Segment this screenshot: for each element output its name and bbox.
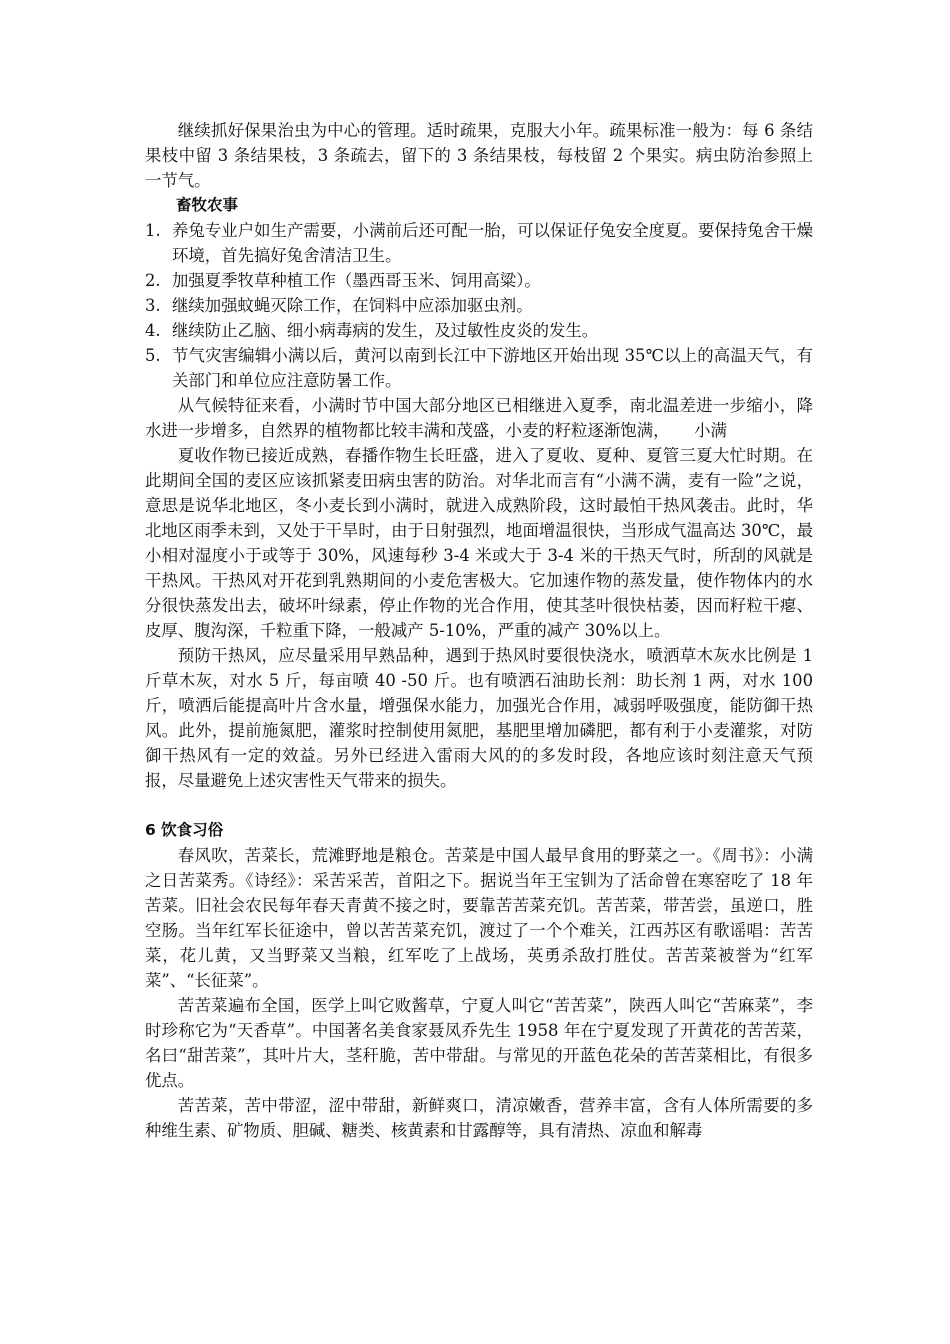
- livestock-list: [145, 218, 813, 393]
- list-number: 5.: [145, 346, 161, 365]
- list-text: 节气灾害编辑小满以后，黄河以南到长江中下游地区开始出现 35℃以上的高温天气，有关部门和单位应注意防暑工作。: [172, 346, 813, 390]
- list-text: 养兔专业户如生产需要，小满前后还可配一胎，可以保证仔兔安全度夏。要保持兔舍干燥环境，首先搞好兔舍清洁卫生。: [172, 221, 813, 265]
- list-text: 继续加强蚊蝇灭除工作，在饲料中应添加驱虫剂。: [172, 296, 533, 315]
- list-item: [145, 318, 813, 343]
- diet-paragraph: 春风吹，苦菜长，荒滩野地是粮仓。苦菜是中国人最早食用的野菜之一。《周书》：小满之日苦菜秀。《诗经》：采苦采苦，首阳之下。据说当年王宝钏为了活命曾在寒窑吃了 18 年苦菜。旧社会农民每年春天青黄不接之时，要靠苦苦菜充饥。苦苦菜，带苦尝，虽逆口，胜空肠。当年红军长征途中，曾以苦苦菜充饥，渡过了一个个难关，江西苏区有歌谣唱：苦苦菜，花儿黄，又当野菜又当粮，红军吃了上战场，英勇杀敌打胜仗。苦苦菜被誉为“红军菜”、“长征菜”。: [145, 846, 813, 990]
- list-number: 4.: [145, 321, 161, 340]
- list-text: 继续防止乙脑、细小病毒病的发生，及过敏性皮炎的发生。: [172, 321, 599, 340]
- list-item: [145, 218, 813, 268]
- diet-section-title: 6 饮食习俗: [145, 821, 224, 839]
- climate-paragraph: 从气候特征来看，小满时节中国大部分地区已相继进入夏季，南北温差进一步缩小，降水进一步增多，自然界的植物都比较丰满和茂盛，小麦的籽粒逐渐饱满， 小满: [145, 396, 813, 440]
- list-number: 3.: [145, 296, 161, 315]
- livestock-heading: 畜牧农事: [176, 196, 239, 214]
- harvest-paragraph: 夏收作物已接近成熟，春播作物生长旺盛，进入了夏收、夏种、夏管三夏大忙时期。在此期间全国的麦区应该抓紧麦田病虫害的防治。对华北而言有“小满不满，麦有一险”之说，意思是说华北地区，冬小麦长到小满时，就进入成熟阶段，这时最怕干热风袭击。此时，华北地区雨季未到，又处于干旱时，由于日射强烈，地面增温很快，当形成气温高达 30℃，最小相对湿度小于或等于 30%，风速每秒 3-4 米或大于 3-4 米的干热天气时，所刮的风就是干热风。干热风对开花到乳熟期间的小麦危害极大。它加速作物的蒸发量，使作物体内的水分很快蒸发出去，破坏叶绿素，停止作物的光合作用，使其茎叶很快枯萎，因而籽粒干瘪、皮厚、腹沟深，千粒重下降，一般减产 5-10%，严重的减产 30%以上。: [145, 446, 813, 640]
- list-number: 2.: [145, 271, 161, 290]
- list-item: [145, 293, 813, 318]
- list-item: [145, 268, 813, 293]
- intro-paragraph: 继续抓好保果治虫为中心的管理。适时疏果，克服大小年。疏果标准一般为：每 6 条结果枝中留 3 条结果枝，3 条疏去，留下的 3 条结果枝，每枝留 2 个果实。病虫防治参照上一节气。: [145, 121, 813, 190]
- diet-paragraph: 苦苦菜，苦中带涩，涩中带甜，新鲜爽口，清凉嫩香，营养丰富，含有人体所需要的多种维生素、矿物质、胆碱、糖类、核黄素和甘露醇等，具有清热、凉血和解毒: [145, 1096, 813, 1140]
- prevention-paragraph: 预防干热风，应尽量采用早熟品种，遇到于热风时要很快浇水，喷洒草木灰水比例是 1 斤草木灰，对水 5 斤，每亩喷 40 -50 斤。也有喷洒石油助长剂：助长剂 1 两，对水 100 斤，喷洒后能提高叶片含水量，增强保水能力，加强光合作用，减弱呼吸强度，能防御干热风。此外，提前施氮肥，灌浆时控制使用氮肥，基肥里增加磷肥，都有利于小麦灌浆，对防御干热风有一定的效益。另外已经进入雷雨大风的的多发时段，各地应该时刻注意天气预报，尽量避免上述灾害性天气带来的损失。: [145, 646, 813, 790]
- list-item: [145, 343, 813, 393]
- list-number: 1.: [145, 221, 161, 240]
- diet-paragraph: 苦苦菜遍布全国，医学上叫它败酱草，宁夏人叫它“苦苦菜”，陕西人叫它“苦麻菜”，李时珍称它为“天香草”。中国著名美食家聂凤乔先生 1958 年在宁夏发现了开黄花的苦苦菜，名曰“甜苦菜”，其叶片大，茎秆脆，苦中带甜。与常见的开蓝色花朵的苦苦菜相比，有很多优点。: [145, 996, 813, 1090]
- list-text: 加强夏季牧草种植工作（墨西哥玉米、饲用高粱）。: [172, 271, 541, 290]
- document-body: [145, 118, 813, 1143]
